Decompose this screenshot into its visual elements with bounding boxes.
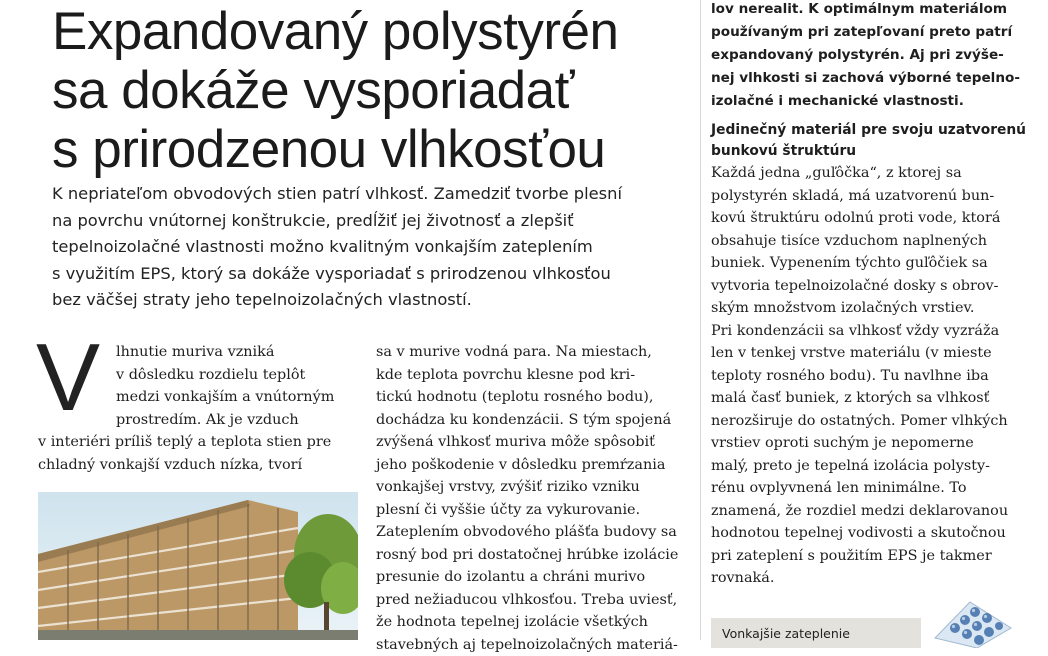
callout-label: Vonkajšie zateplenie [722,626,850,641]
body-line: medzi vonkajším a vnútorným [38,386,368,409]
body-line: dochádza ku kondenzácii. S tým spojená [376,409,696,432]
headline-line: Expandovaný polystyrén [52,2,692,61]
article-lead [52,181,692,314]
body-line: sa v murive vodná para. Na miestach, [376,341,696,364]
lead-line: bez väčšej straty jeho tepelnoizolačných vlastností. [52,287,692,314]
body-line: presunie do izolantu a chráni murivo [376,566,696,589]
body-line: izolačné i mechanické vlastnosti. [711,90,1041,113]
body-line: obsahuje tisíce vzduchom naplnených [711,230,1041,253]
body-line: ským množstvom izolačných vrstiev. [711,297,1041,320]
body-line: chladný vonkajší vzduch nízka, tvorí [38,454,368,477]
lead-line: na povrchu vnútornej konštrukcie, predĺžiť jej životnosť a zlepšiť [52,208,692,235]
section-subheading [711,120,1041,162]
body-line: rosný bod pri dostatočnej hrúbke izolácie [376,544,696,567]
body-line: lov nerealit. K optimálnym materiálom [711,0,1041,21]
body-line: len v tenkej vrstve materiálu (v mieste [711,342,1041,365]
body-line: v dôsledku rozdielu teplôt [38,364,368,387]
building-photo [38,492,358,640]
body-line: polystyrén skladá, má uzatvorenú bun- [711,185,1041,208]
body-line: používaným pri zatepľovaní preto patrí [711,21,1041,44]
body-line: Zateplením obvodového plášťa budovy sa [376,521,696,544]
drop-cap: V [36,330,100,426]
body-line: vrstiev oproti suchým je nepomerne [711,432,1041,455]
subheading-line: Jedinečný materiál pre svoju uzatvorenú [711,120,1041,141]
body-line: že hodnota tepelnej izolácie všetkých [376,611,696,634]
body-line: lhnutie muriva vzniká [38,341,368,364]
eps-beads-illustration [925,598,1015,648]
lead-line: K nepriateľom obvodových stien patrí vlhkosť. Zamedziť tvorbe plesní [52,181,692,208]
body-line: znamená, že rozdiel medzi deklarovanou [711,500,1041,523]
body-line: tickú hodnotu (teplotu rosného bodu), [376,386,696,409]
body-line: nej vlhkosti si zachová výborné tepelno- [711,67,1041,90]
article-headline [52,2,692,179]
body-line: prostredím. Ak je vzduch [38,409,368,432]
body-line: vonkajšej vrstvy, zvýšiť riziko vzniku [376,476,696,499]
subheading-line: bunkovú štruktúru [711,141,1041,162]
body-line: Každá jedna „guľôčka“, z ktorej sa [711,162,1041,185]
body-line: malý, preto je tepelná izolácia polysty- [711,455,1041,478]
column-1-text [38,341,368,476]
column-3-text [711,162,1041,590]
headline-line: sa dokáže vysporiadať [52,61,692,120]
body-line: malá časť buniek, z ktorých sa vlhkosť [711,387,1041,410]
lead-line: tepelnoizolačné vlastnosti možno kvalitným vonkajším zateplením [52,234,692,261]
body-line: pri zateplení s použitím EPS je takmer [711,545,1041,568]
body-line: nerozširuje do ostatných. Pomer vlhkých [711,410,1041,433]
column-2-text [376,341,696,656]
body-line: Pri kondenzácii sa vlhkosť vždy vyzráža [711,320,1041,343]
body-line: plesní či vyššie účty za vykurovanie. [376,499,696,522]
body-line: rovnaká. [711,567,1041,590]
headline-line: s prirodzenou vlhkosťou [52,120,692,179]
body-line: zvýšená vlhkosť muriva môže spôsobiť [376,431,696,454]
lead-line: s využitím EPS, ktorý sa dokáže vysporiadať s prirodzenou vlhkosťou [52,261,692,288]
body-line: stavebných aj tepelnoizolačných materiá- [376,634,696,656]
body-line: kde teplota povrchu klesne pod kri- [376,364,696,387]
body-line: teploty rosného bodu). Tu navlhne iba [711,365,1041,388]
body-line: expandovaný polystyrén. Aj pri zvýše- [711,44,1041,67]
body-line: jeho poškodenie v dôsledku premŕzania [376,454,696,477]
body-line: v interiéri príliš teplý a teplota stien pre [38,431,368,454]
body-line: pred nežiaducou vlhkosťou. Treba uviesť, [376,589,696,612]
body-line: vytvoria tepelnoizolačné dosky s obrov- [711,275,1041,298]
column-3-top-text [711,0,1041,113]
column-divider [700,0,701,640]
body-line: hodnotou tepelnej vodivosti a skutočnou [711,522,1041,545]
body-line: rénu ovplyvnená len minimálne. To [711,477,1041,500]
body-line: buniek. Vypenením týchto guľôčiek sa [711,252,1041,275]
body-line: kovú štruktúru odolnú proti vode, ktorá [711,207,1041,230]
